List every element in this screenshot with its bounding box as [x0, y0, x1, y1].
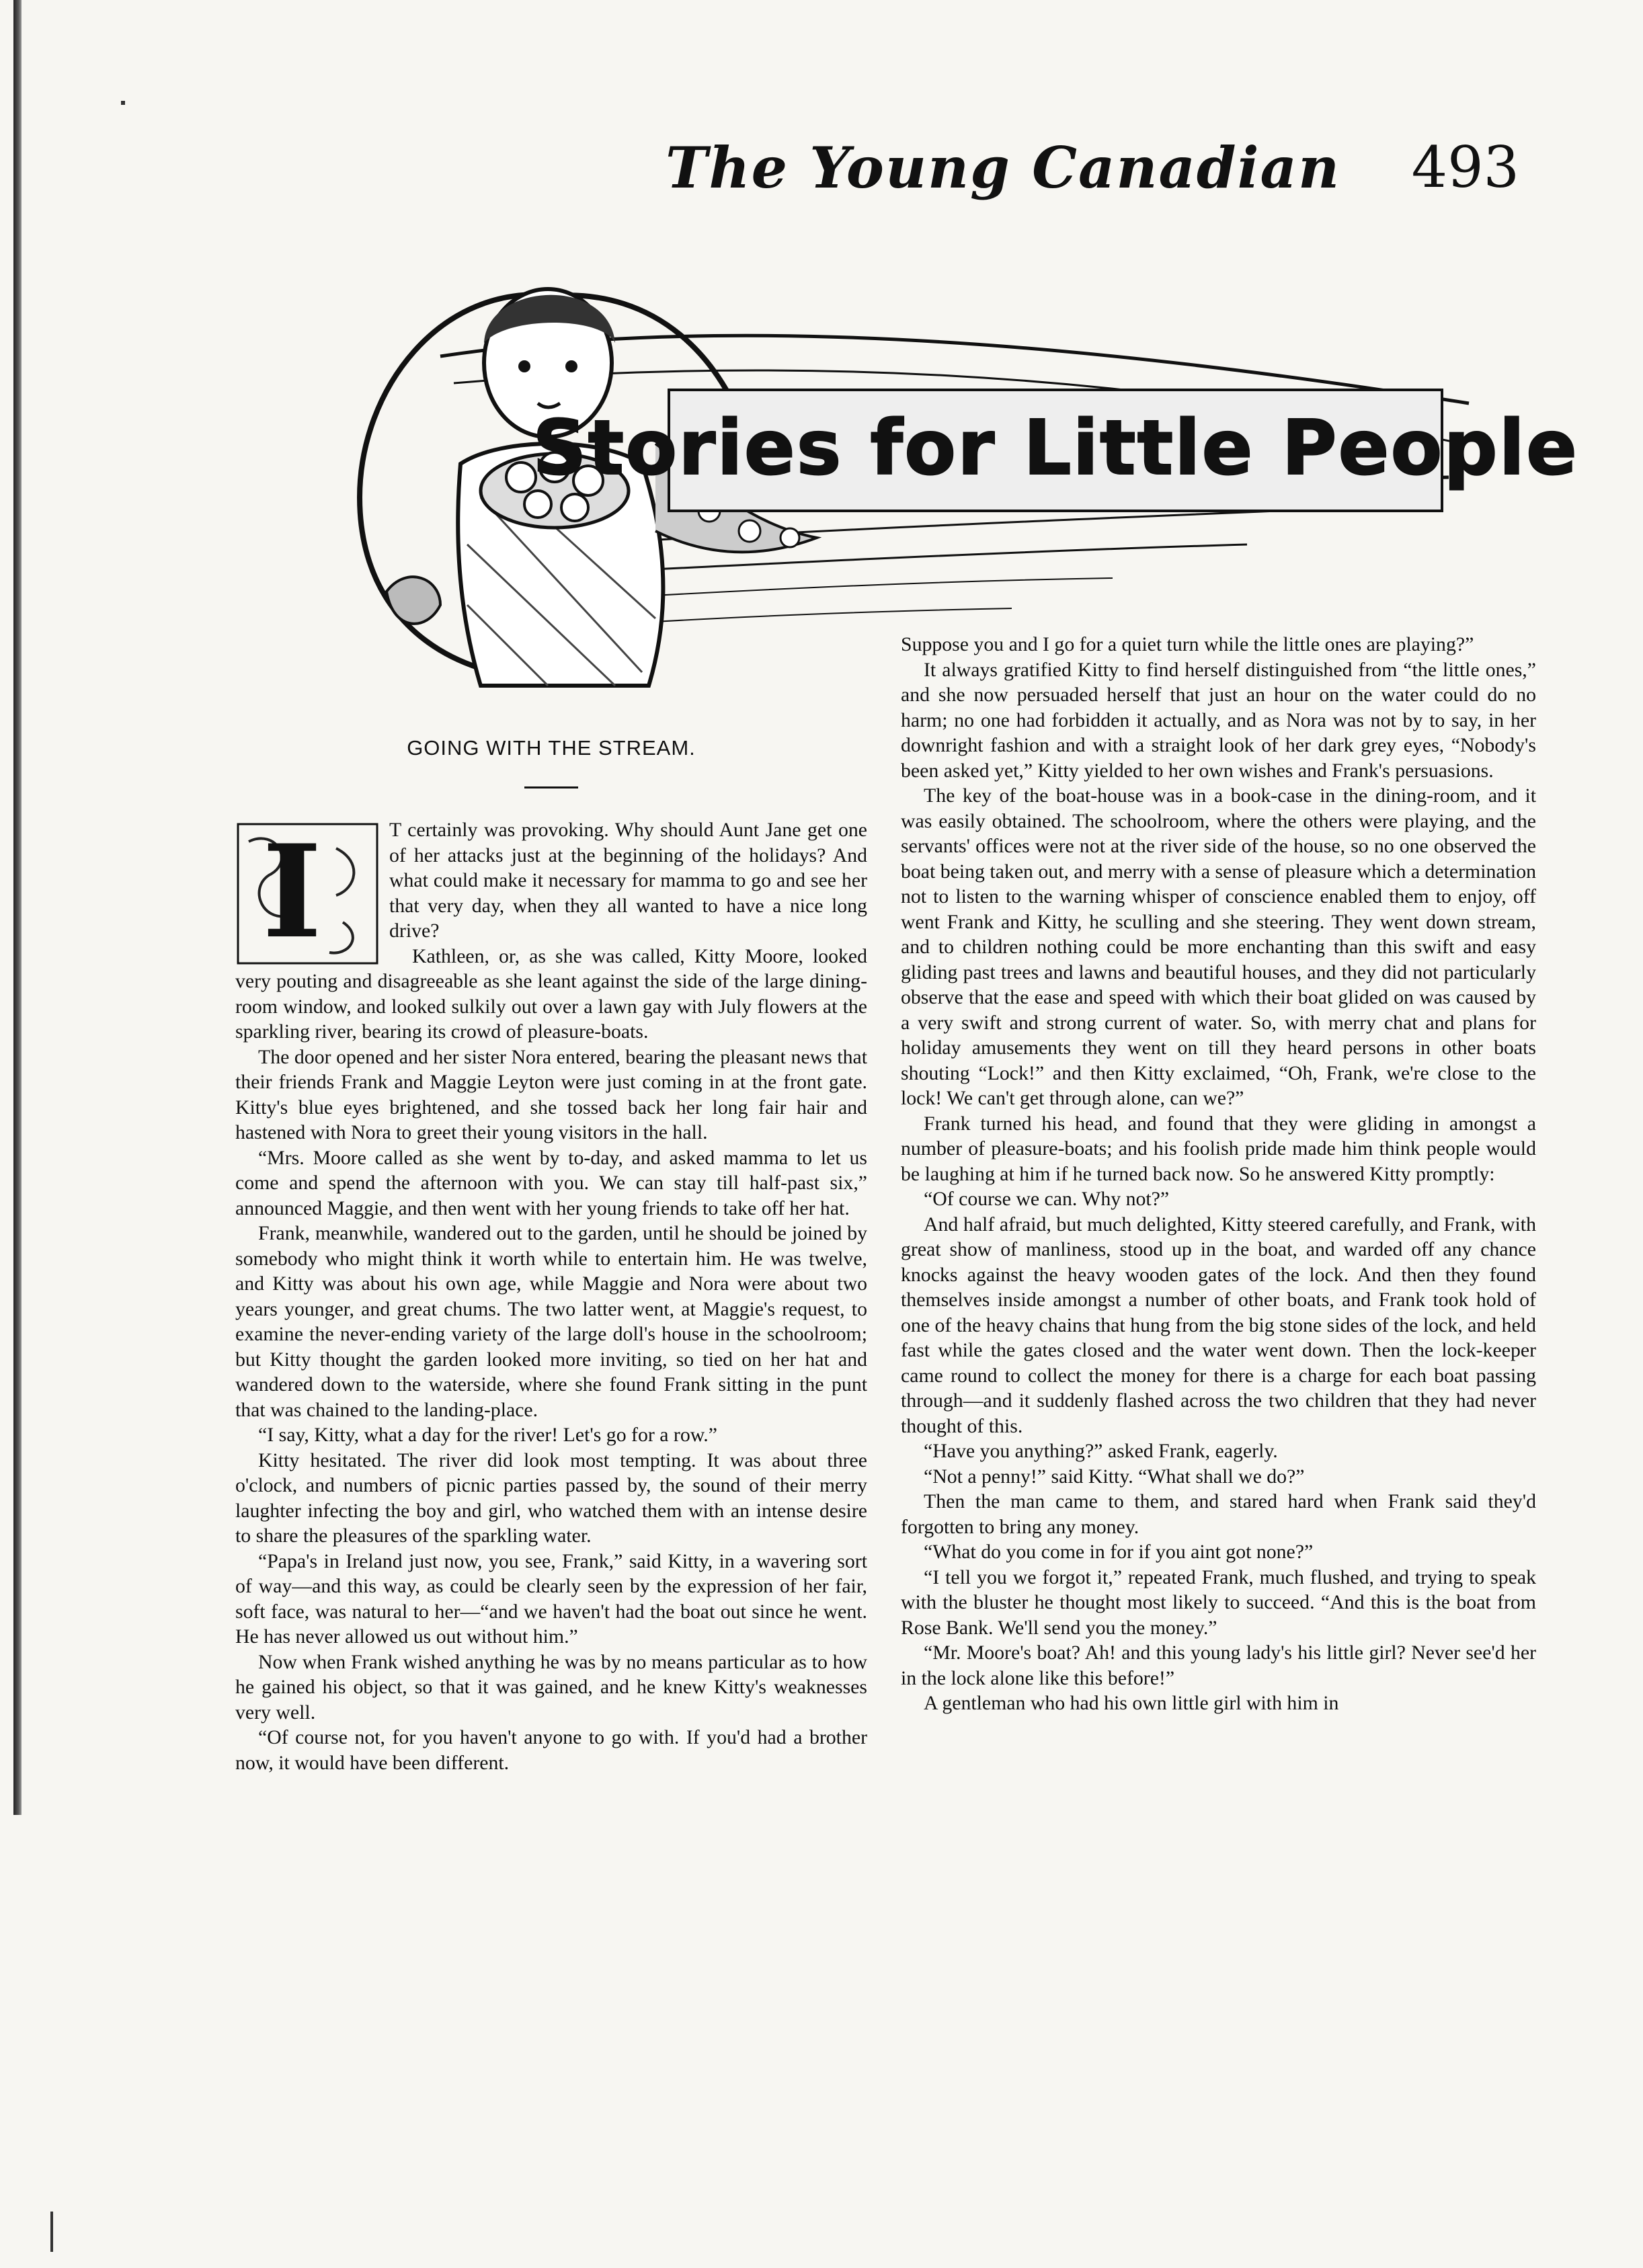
paragraph: “Mrs. Moore called as she went by to-day, and asked mamma to let us come and spend the afternoon with you. We can stay till half-past six,” announced Maggie, and then went with her young friends to take off her hat.	[235, 1146, 867, 1219]
paragraph: “What do you come in for if you aint got none?”	[924, 1541, 1314, 1563]
paragraph: “Of course not, for you haven't anyone to go with. If you'd had a brother now, it would have been different.	[235, 1726, 867, 1774]
paragraph: T certainly was provoking. Why should Aunt Jane get one of her attacks just at the beginning of the holidays? And what could make it necessary for mamma to go and see her that very day, when they all wanted to have a nice long drive?	[389, 819, 867, 942]
paragraph: It always gratified Kitty to find herself distinguished from “the little ones,” and she now persuaded herself that just an hour on the water could do no harm; no one had forbidden it actually, and as Nora was not by to say, in her downright fashion and with a straight look of her dark grey eyes, “Nobody's been asked yet,” Kitty yielded to her own wishes and Frank's persuasions.	[901, 658, 1536, 782]
page-number: 493	[1411, 134, 1519, 200]
paragraph: Now when Frank wished anything he was by no means particular as to how he gained his object, so that it was gained, and he knew Kitty's weaknesses very well.	[235, 1650, 867, 1724]
paragraph: Kitty hesitated. The river did look most tempting. It was about three o'clock, and numbers of picnic parties passed by, the sound of their merry laughter infecting the boy and girl, who watched them with an intense desire to share the pleasures of the sparkling water.	[235, 1449, 867, 1547]
decorative-drop-cap	[235, 817, 380, 967]
paragraph: “Papa's in Ireland just now, you see, Frank,” said Kitty, in a wavering sort of way—and this way, as could be clearly seen by the expression of her fair, soft face, was natural to her—“and we haven't had the boat out since he went. He has never allowed us out without him.”	[235, 1549, 867, 1648]
title-rule	[524, 786, 578, 788]
paragraph: “I tell you we forgot it,” repeated Frank, much flushed, and trying to speak with the bluster he thought most likely to succeed. “And this is the boat from Rose Bank. We'll send you the money.”	[901, 1566, 1536, 1639]
magazine-title: The Young Canadian	[666, 134, 1341, 201]
paragraph: “Mr. Moore's boat? Ah! and this young lady's his little girl? Never see'd her in the lock alone like this before!”	[901, 1642, 1536, 1689]
paragraph: “Have you anything?” asked Frank, eagerly.	[924, 1440, 1278, 1462]
banner-heading-plate	[532, 390, 1578, 511]
stories-banner	[239, 242, 1578, 699]
banner-heading: Stories for Little People	[532, 405, 1578, 492]
paragraph: “Not a penny!” said Kitty. “What shall we do?”	[924, 1465, 1305, 1488]
print-speck	[50, 2212, 53, 2252]
paragraph: Kathleen, or, as she was called, Kitty Moore, looked very pouting and disagreeable as she leant against the side of the large dining-room window, and looked sulkily out over a lawn gay with July flowers at the sparkling river, bearing its crowd of pleasure-boats.	[235, 944, 867, 1043]
drop-cap-letter: I	[262, 817, 322, 967]
paragraph: The key of the boat-house was in a book-case in the dining-room, and it was easily obtained. The schoolroom, where the others were playing, and the servants' offices were not at the river side of the house, so no one observed the boat being taken out, and merry with a sense of pleasure which a determination not to listen to the warning whisper of conscience enabled them to enjoy, off went Frank and Kitty, he sculling and she steering. They went down stream, and to children nothing could be more enchanting than this swift and easy gliding past trees and lawns and beautiful houses, and they did not particularly observe that the ease and speed with which their boat glided on was caused by a very swift and strong current of water. So, with merry chat and plans for holiday amusements they went on till they heard persons in other boats shouting “Lock!” and then Kitty exclaimed, “Oh, Frank, we're close to the lock! We can't get through alone, can we?”	[901, 784, 1536, 1109]
right-column	[901, 632, 1536, 1716]
page-binding-edge	[13, 0, 22, 1815]
paragraph: Frank turned his head, and found that they were gliding in amongst a number of pleasure-boats; and his foolish pride made him think people would be laughing at him if he turned back now. So he answered Kitty promptly:	[901, 1112, 1536, 1185]
paragraph: Then the man came to them, and stared hard when Frank said they'd forgotten to bring any money.	[901, 1490, 1536, 1538]
paragraph: Frank, meanwhile, wandered out to the garden, until he should be joined by somebody who might think it worth while to entertain him. He was twelve, and Kitty was about his own age, while Maggie and Nora were about two years younger, and great chums. The two latter went, at Maggie's request, to examine the never-ending variety of the large doll's house in the schoolroom; but Kitty thought the garden looked more inviting, so tied on her hat and wandered down to the waterside, where she found Frank sitting in the punt that was chained to the landing-place.	[235, 1222, 867, 1421]
print-speck	[121, 101, 125, 105]
paragraph: A gentleman who had his own little girl with him in	[924, 1692, 1339, 1714]
masthead	[645, 134, 1519, 208]
story-title: GOING WITH THE STREAM.	[407, 736, 696, 760]
paragraph: Suppose you and I go for a quiet turn while the little ones are playing?”	[901, 633, 1474, 655]
paragraph: The door opened and her sister Nora entered, bearing the pleasant news that their friends Frank and Maggie Leyton were just coming in at the front gate. Kitty's blue eyes brightened, and she tossed back her long fair hair and hastened with Nora to greet their young visitors in the hall.	[235, 1045, 867, 1143]
left-column	[235, 817, 867, 1775]
paragraph: “Of course we can. Why not?”	[924, 1188, 1170, 1210]
paragraph: “I say, Kitty, what a day for the river! Let's go for a row.”	[258, 1424, 717, 1446]
paragraph: And half afraid, but much delighted, Kitty steered carefully, and Frank, with great show of manliness, stood up in the boat, and warded off any chance knocks against the heavy wooden gates of the lock. And then they found themselves inside amongst a number of other boats, and Frank took hold of one of the heavy chains that hung from the big stone sides of the lock, and held fast while the gates closed and the water went down. Then the lock-keeper came round to collect the money for there is a charge for each boat passing through—and it suddenly flashed across the two children that they had never thought of this.	[901, 1213, 1536, 1437]
